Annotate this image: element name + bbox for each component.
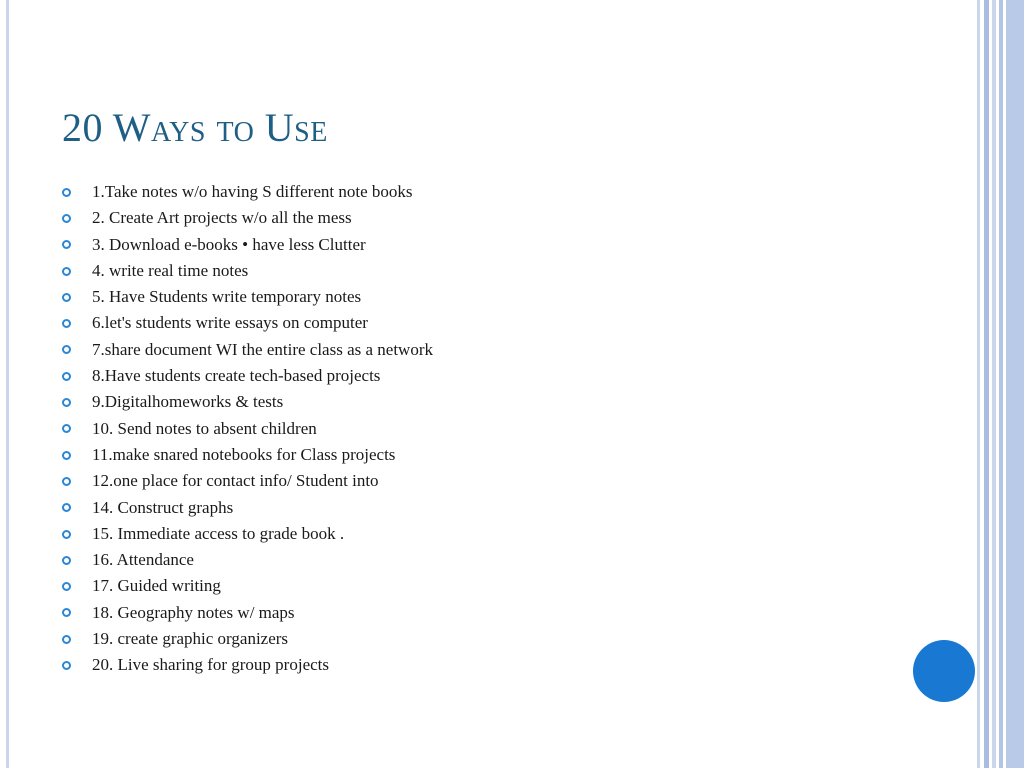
list-item-text: 19. create graphic organizers bbox=[92, 629, 289, 649]
bullet-circle-icon bbox=[62, 345, 71, 354]
bullet-circle-icon bbox=[62, 240, 71, 249]
list-item bbox=[62, 468, 433, 494]
bullet-circle-icon bbox=[62, 503, 71, 512]
left-border-line bbox=[6, 0, 9, 768]
list-item-text: 9.Digitalhomeworks & tests bbox=[92, 392, 284, 412]
bullet-circle-icon bbox=[62, 556, 71, 565]
list-item bbox=[62, 258, 433, 284]
bullet-circle-icon bbox=[62, 319, 71, 328]
list-item bbox=[62, 521, 433, 547]
list-item bbox=[62, 416, 433, 442]
list-item bbox=[62, 179, 433, 205]
right-border-stripe bbox=[984, 0, 989, 768]
list-item-text: 14. Construct graphs bbox=[92, 497, 234, 517]
list-item-text: 20. Live sharing for group projects bbox=[92, 655, 329, 675]
bullet-circle-icon bbox=[62, 398, 71, 407]
list-item bbox=[62, 442, 433, 468]
list-item bbox=[62, 310, 433, 336]
list-item bbox=[62, 205, 433, 231]
bullet-circle-icon bbox=[62, 608, 71, 617]
bullet-circle-icon bbox=[62, 188, 71, 197]
list-item-text: 18. Geography notes w/ maps bbox=[92, 602, 295, 622]
bullet-circle-icon bbox=[62, 582, 71, 591]
list-item bbox=[62, 600, 433, 626]
list-item-text: 2. Create Art projects w/o all the mess bbox=[92, 208, 352, 228]
bullet-circle-icon bbox=[62, 635, 71, 644]
list-item bbox=[62, 547, 433, 573]
slide-title: 20 Ways to Use bbox=[62, 105, 328, 150]
list-item-text: 12.one place for contact info/ Student into bbox=[92, 471, 379, 491]
bullet-circle-icon bbox=[62, 372, 71, 381]
list-item bbox=[62, 389, 433, 415]
bullet-circle-icon bbox=[62, 267, 71, 276]
bullet-circle-icon bbox=[62, 530, 71, 539]
bullet-circle-icon bbox=[62, 424, 71, 433]
list-item bbox=[62, 337, 433, 363]
list-item-text: 11.make snared notebooks for Class projects bbox=[92, 444, 396, 464]
right-border-stripe bbox=[977, 0, 980, 768]
list-item bbox=[62, 626, 433, 652]
decorative-circle bbox=[913, 640, 975, 702]
list-item bbox=[62, 573, 433, 599]
list-item-text: 4. write real time notes bbox=[92, 260, 249, 280]
list-item-text: 10. Send notes to absent children bbox=[92, 418, 317, 438]
bullet-circle-icon bbox=[62, 451, 71, 460]
list-item bbox=[62, 284, 433, 310]
list-item bbox=[62, 495, 433, 521]
bullet-list bbox=[62, 179, 433, 679]
bullet-circle-icon bbox=[62, 293, 71, 302]
list-item-text: 3. Download e-books • have less Clutter bbox=[92, 234, 366, 254]
list-item-text: 8.Have students create tech-based projects bbox=[92, 366, 381, 386]
right-border-stripe bbox=[999, 0, 1003, 768]
list-item-text: 6.let's students write essays on computer bbox=[92, 313, 368, 333]
list-item bbox=[62, 232, 433, 258]
bullet-circle-icon bbox=[62, 214, 71, 223]
list-item-text: 1.Take notes w/o having S different note books bbox=[92, 182, 413, 201]
right-border-band bbox=[1006, 0, 1024, 768]
bullet-circle-icon bbox=[62, 661, 71, 670]
list-item bbox=[62, 363, 433, 389]
list-item bbox=[62, 652, 433, 678]
list-item-text: 5. Have Students write temporary notes bbox=[92, 287, 362, 307]
list-item-text: 17. Guided writing bbox=[92, 576, 221, 596]
bullet-circle-icon bbox=[62, 477, 71, 486]
list-item-text: 7.share document WI the entire class as a network bbox=[92, 339, 433, 359]
list-item-text: 15. Immediate access to grade book . bbox=[92, 523, 345, 543]
list-item-text: 16. Attendance bbox=[92, 550, 194, 570]
right-border-stripe bbox=[992, 0, 996, 768]
